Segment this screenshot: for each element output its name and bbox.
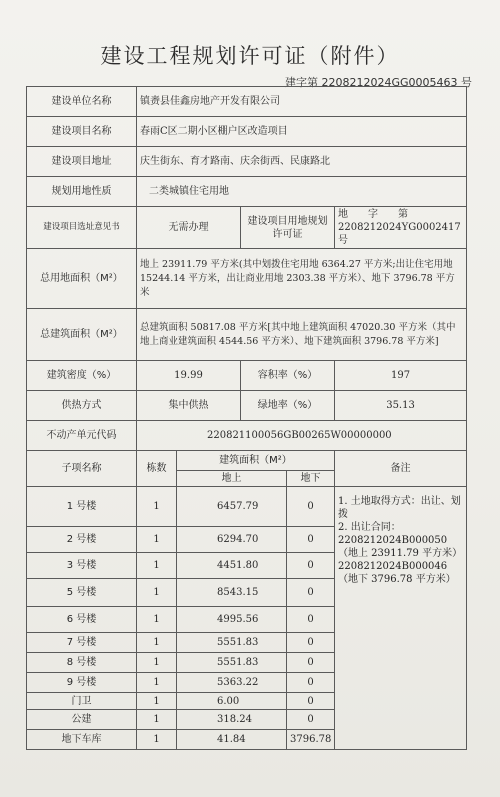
- cell-below: 0: [287, 673, 335, 693]
- cell-count: 1: [137, 710, 177, 730]
- floor-area-value: 总建筑面积 50817.08 平方米[其中地上建筑面积 47020.30 平方米（其中地上商业建筑面积 4544.56 平方米）、地下建筑面积 3796.78 平方米]: [137, 309, 467, 361]
- cell-count: 1: [137, 693, 177, 710]
- project-label: 建设项目名称: [27, 117, 137, 147]
- cell-count: 1: [137, 553, 177, 579]
- cell-below: 0: [287, 653, 335, 673]
- address-label: 建设项目地址: [27, 147, 137, 177]
- cell-above: 41.84: [177, 730, 287, 750]
- estate-label: 不动产单元代码: [27, 421, 137, 451]
- far-label: 容积率（%）: [241, 361, 335, 391]
- row-address: [27, 147, 467, 177]
- cell-count: 1: [137, 527, 177, 553]
- header-area: 建筑面积（M²）: [177, 451, 335, 471]
- cell-above: 5551.83: [177, 633, 287, 653]
- cell-below: 0: [287, 487, 335, 527]
- cell-count: 1: [137, 487, 177, 527]
- cell-below: 0: [287, 710, 335, 730]
- cell-name: 公建: [27, 710, 137, 730]
- sub-items: [27, 487, 467, 750]
- cell-name: 门卫: [27, 693, 137, 710]
- green-label: 绿地率（%）: [241, 391, 335, 421]
- heating-value: 集中供热: [137, 391, 241, 421]
- land-area-label: 总用地面积（M²）: [27, 249, 137, 309]
- row-heating: [27, 391, 467, 421]
- cell-below: 0: [287, 527, 335, 553]
- landuse-value: 二类城镇住宅用地: [137, 177, 467, 207]
- cell-name: 5 号楼: [27, 579, 137, 607]
- land-area-value: 地上 23911.79 平方米(其中划拨住宅用地 6364.27 平方米;出让住宅用地 15244.14 平方米，出让商业用地 2303.38 平方米）、地下 3796.78 平方米: [137, 249, 467, 309]
- row-project: [27, 117, 467, 147]
- cell-above: 6457.79: [177, 487, 287, 527]
- cell-above: 6294.70: [177, 527, 287, 553]
- permit-no-label: 地 字 第: [338, 209, 408, 220]
- notes-cell: 1. 土地取得方式：出让、划拨 2. 出让合同： 2208212024B000050（地上 23911.79 平方米） 2208212024B000046（地下 3796.78 平方米）: [335, 487, 467, 750]
- unit-value: 镇赉县佳鑫房地产开发有限公司: [137, 87, 467, 117]
- header-above: 地上: [177, 471, 287, 487]
- cell-above: 5363.22: [177, 673, 287, 693]
- sub-header-row-1: [27, 451, 467, 471]
- row-floor-area: [27, 309, 467, 361]
- heating-label: 供热方式: [27, 391, 137, 421]
- cell-below: 0: [287, 693, 335, 710]
- cell-name: 1 号楼: [27, 487, 137, 527]
- permit-no-value: 2208212024YG0002417 号: [338, 222, 461, 246]
- opinion-label: 建设项目选址意见书: [27, 207, 137, 249]
- density-label: 建筑密度（%）: [27, 361, 137, 391]
- cell-name: 地下车库: [27, 730, 137, 750]
- opinion-value: 无需办理: [137, 207, 241, 249]
- table-row: [27, 487, 467, 527]
- row-density: [27, 361, 467, 391]
- green-value: 35.13: [335, 391, 467, 421]
- permit-table: [26, 86, 467, 750]
- page-title: 建设工程规划许可证（附件）: [100, 44, 400, 68]
- far-value: 197: [335, 361, 467, 391]
- cell-name: 9 号楼: [27, 673, 137, 693]
- cell-name: 7 号楼: [27, 633, 137, 653]
- cell-count: 1: [137, 579, 177, 607]
- row-land-area: [27, 249, 467, 309]
- landuse-label: 规划用地性质: [27, 177, 137, 207]
- cell-name: 6 号楼: [27, 607, 137, 633]
- cell-name: 3 号楼: [27, 553, 137, 579]
- cell-above: 4451.80: [177, 553, 287, 579]
- cell-count: 1: [137, 673, 177, 693]
- header-name: 子项名称: [27, 451, 137, 487]
- cell-above: 318.24: [177, 710, 287, 730]
- cell-below: 0: [287, 633, 335, 653]
- cell-above: 6.00: [177, 693, 287, 710]
- cell-below: 0: [287, 579, 335, 607]
- row-opinion: [27, 207, 467, 249]
- header-count: 栋数: [137, 451, 177, 487]
- cell-count: 1: [137, 607, 177, 633]
- cell-name: 8 号楼: [27, 653, 137, 673]
- document-number: 建字第 2208212024GG0005463 号: [284, 76, 472, 89]
- cell-above: 8543.15: [177, 579, 287, 607]
- cell-below: 0: [287, 607, 335, 633]
- cell-below: 0: [287, 553, 335, 579]
- cell-count: 1: [137, 633, 177, 653]
- cell-name: 2 号楼: [27, 527, 137, 553]
- cell-above: 5551.83: [177, 653, 287, 673]
- row-landuse: [27, 177, 467, 207]
- unit-label: 建设单位名称: [27, 87, 137, 117]
- row-unit: [27, 87, 467, 117]
- cell-count: 1: [137, 730, 177, 750]
- permit-number: [335, 207, 467, 249]
- estate-value: 220821100056GB00265W00000000: [137, 421, 467, 451]
- cell-above: 4995.56: [177, 607, 287, 633]
- density-value: 19.99: [137, 361, 241, 391]
- permit-label: 建设项目用地规划许可证: [241, 207, 335, 249]
- project-value: 春雨C区二期小区棚户区改造项目: [137, 117, 467, 147]
- row-estate: [27, 421, 467, 451]
- address-value: 庆生街东、育才路南、庆余街西、民康路北: [137, 147, 467, 177]
- cell-below: 3796.78: [287, 730, 335, 750]
- header-notes: 备注: [335, 451, 467, 487]
- cell-count: 1: [137, 653, 177, 673]
- floor-area-label: 总建筑面积（M²）: [27, 309, 137, 361]
- header-below: 地下: [287, 471, 335, 487]
